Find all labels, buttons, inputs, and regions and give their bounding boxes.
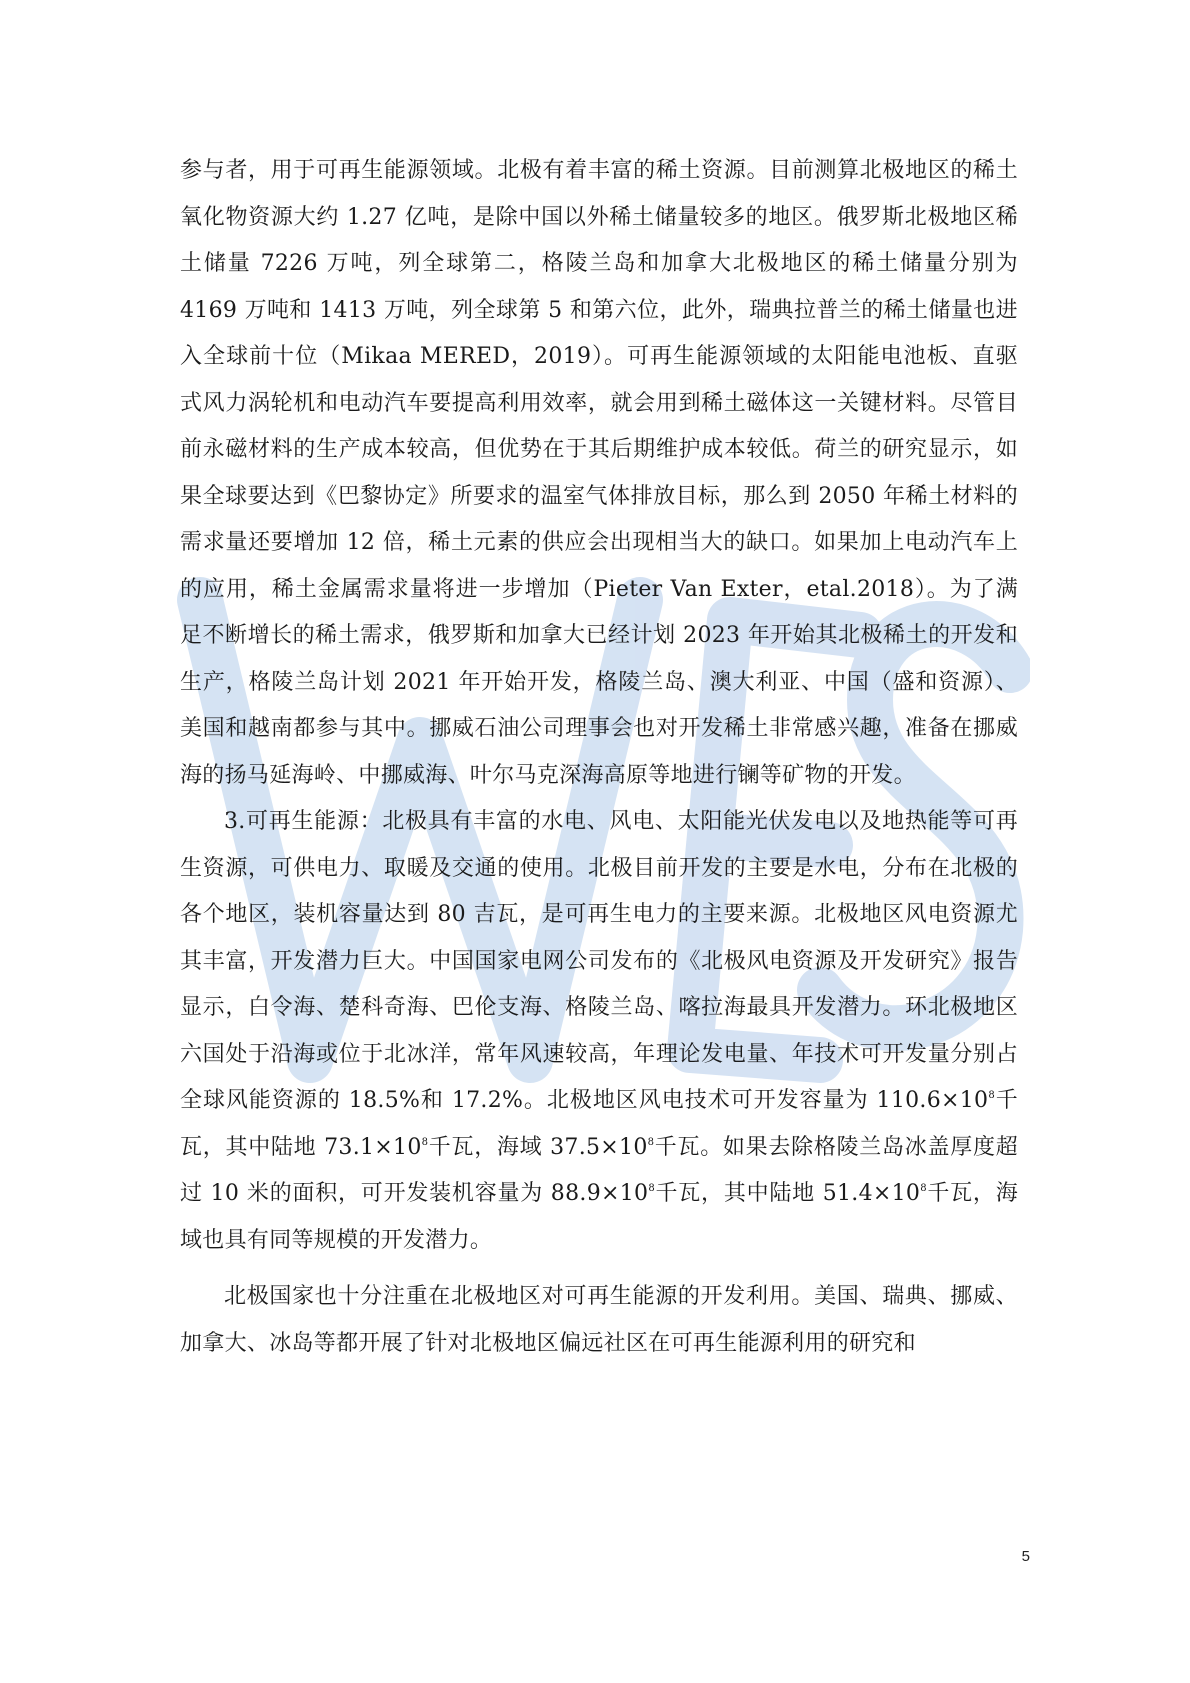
paragraph-rare-earth: 参与者，用于可再生能源领域。北极有着丰富的稀土资源。目前测算北极地区的稀土氧化物资源大约 1.27 亿吨，是除中国以外稀土储量较多的地区。俄罗斯北极地区稀土储量 7226 万吨，列全球第二，格陵兰岛和加拿大北极地区的稀土储量分别为 4169 万吨和 1413 万吨，列全球第 5 和第六位，此外，瑞典拉普兰的稀土储量也进入全球前十位（Mikaa MERED，2019）。可再生能源领域的太阳能电池板、直驱式风力涡轮机和电动汽车要提高利用效率，就会用到稀土磁体这一关键材料。尽管目前永磁材料的生产成本较高，但优势在于其后期维护成本较低。荷兰的研究显示，如果全球要达到《巴黎协定》所要求的温室气体排放目标，那么到 2050 年稀土材料的需求量还要增加 12 倍，稀土元素的供应会出现相当大的缺口。如果加上电动汽车上的应用，稀土金属需求量将进一步增加（Pieter Van Exter，etal.2018）。为了满足不断增长的稀土需求，俄罗斯和加拿大已经计划 2023 年开始其北极稀土的开发和生产，格陵兰岛计划 2021 年开始开发，格陵兰岛、澳大利亚、中国（盛和资源）、美国和越南都参与其中。挪威石油公司理事会也对开发稀土非常感兴趣，准备在挪威海的扬马延海岭、中挪威海、叶尔马克深海高原等地进行镧等矿物的开发。 — [180, 158, 1018, 788]
exponent: 8 — [920, 1183, 927, 1194]
paragraph-arctic-nations: 北极国家也十分注重在北极地区对可再生能源的开发利用。美国、瑞典、挪威、加拿大、冰岛等都开展了针对北极地区偏远社区在可再生能源利用的研究和 — [180, 1284, 1018, 1356]
text-segment: 千瓦，其中陆地 73.1×10 — [180, 1088, 1018, 1160]
text-segment: 3.可再生能源：北极具有丰富的水电、风电、太阳能光伏发电以及地热能等可再生资源，可供电力、取暖及交通的使用。北极目前开发的主要是水电，分布在北极的各个地区，装机容量达到 80 吉瓦，是可再生电力的主要来源。北极地区风电资源尤其丰富，开发潜力巨大。中国国家电网公司发布的《北极风电资源及开发研究》报告显示，白令海、楚科奇海、巴伦支海、格陵兰岛、喀拉海最具开发潜力。环北极地区六国处于沿海或位于北冰洋，常年风速较高，年理论发电量、年技术可开发量分别占全球风能资源的 18.5%和 17.2%。北极地区风电技术可开发容量为 110.6×10 — [180, 809, 1018, 1113]
exponent: 8 — [988, 1090, 996, 1101]
text-segment: 千瓦，海域也具有同等规模的开发潜力。 — [180, 1181, 1019, 1253]
text-segment: 千瓦，其中陆地 51.4×10 — [655, 1181, 921, 1206]
text-segment: 千瓦。如果去除格陵兰岛冰盖厚度超过 10 米的面积，可开发装机容量为 88.9×10 — [180, 1134, 1018, 1206]
page-number: 5 — [1021, 1548, 1030, 1565]
document-body — [180, 148, 1018, 1367]
text-segment: 千瓦，海域 37.5×10 — [428, 1134, 648, 1160]
exponent: 8 — [421, 1136, 429, 1148]
exponent: 8 — [647, 1136, 655, 1148]
paragraph-renewable-energy — [180, 799, 1018, 1264]
exponent: 8 — [648, 1183, 655, 1194]
